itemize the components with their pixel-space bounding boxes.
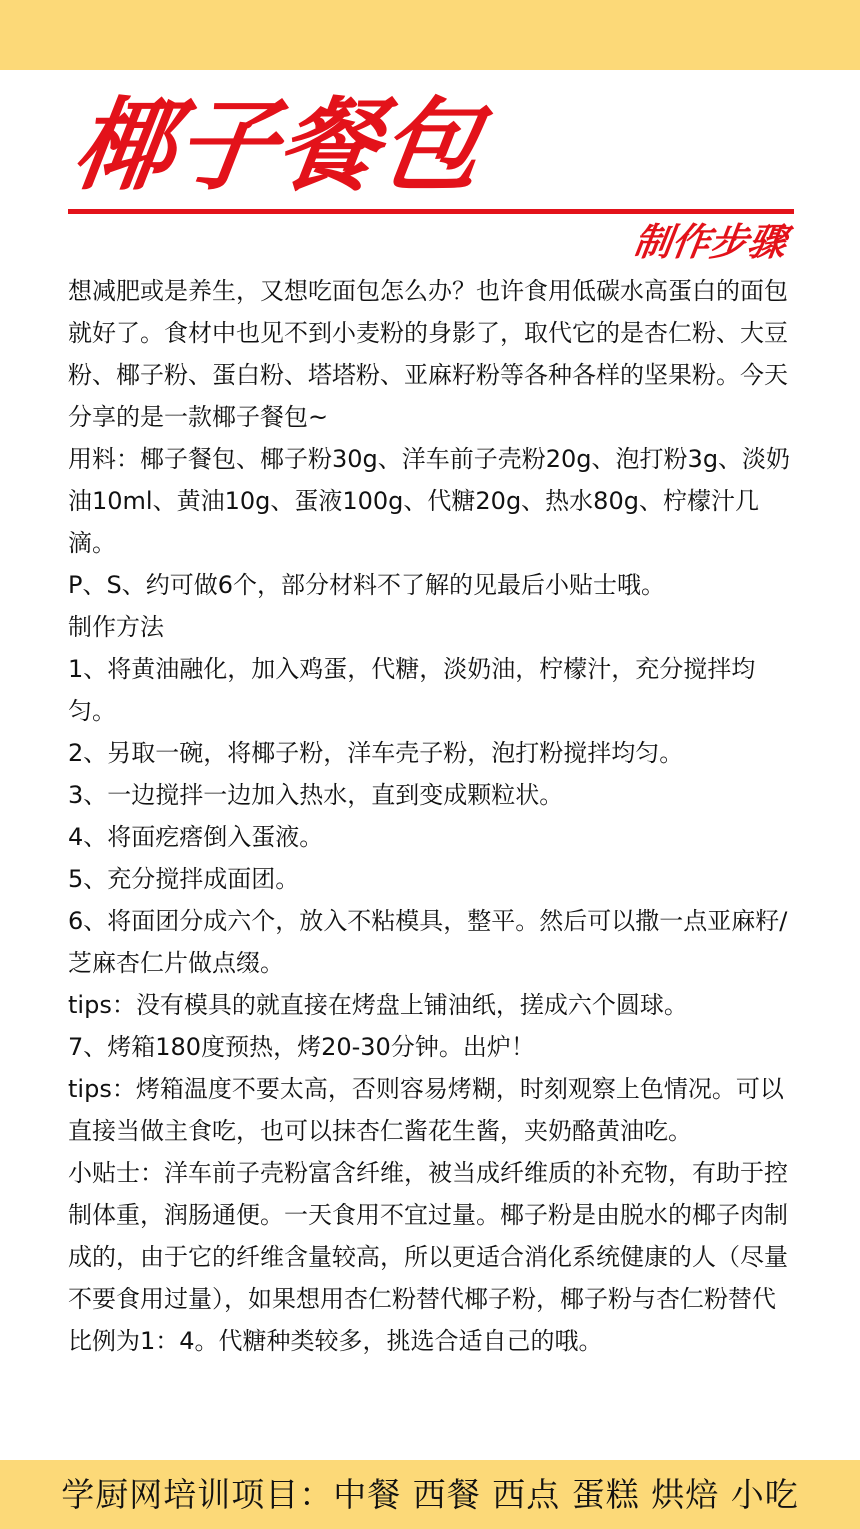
footer-text: 学厨网培训项目：中餐 西餐 西点 蛋糕 烘焙 小吃 bbox=[61, 1475, 799, 1514]
title-divider bbox=[68, 209, 794, 214]
footer-banner bbox=[0, 1460, 860, 1529]
page-subtitle: 制作步骤 bbox=[630, 220, 790, 264]
method-heading: 制作方法 bbox=[68, 613, 164, 641]
tip-2: tips：烤箱温度不要太高，否则容易烤糊，时刻观察上色情况。可以直接当做主食吃，也可以抹杏仁酱花生酱，夹奶酪黄油吃。 bbox=[68, 1075, 784, 1145]
page-title: 椰子餐包 bbox=[66, 87, 491, 204]
step-1: 1、将黄油融化，加入鸡蛋，代糖，淡奶油，柠檬汁，充分搅拌均匀。 bbox=[68, 655, 756, 725]
step-7: 7、烤箱180度预热，烤20-30分钟。出炉！ bbox=[68, 1033, 535, 1061]
top-banner bbox=[0, 0, 860, 70]
step-6: 6、将面团分成六个，放入不粘模具，整平。然后可以撒一点亚麻籽/芝麻杏仁片做点缀。 bbox=[68, 907, 788, 977]
step-4: 4、将面疙瘩倒入蛋液。 bbox=[68, 823, 324, 851]
yield-note: P、S、约可做6个，部分材料不了解的见最后小贴士哦。 bbox=[68, 571, 665, 599]
intro-paragraph: 想减肥或是养生，又想吃面包怎么办？也许食用低碳水高蛋白的面包就好了。食材中也见不到小麦粉的身影了，取代它的是杏仁粉、大豆粉、椰子粉、蛋白粉、塔塔粉、亚麻籽粉等各种各样的坚果粉。今天分享的是一款椰子餐包~ bbox=[68, 277, 788, 431]
small-tips-paragraph: 小贴士：洋车前子壳粉富含纤维，被当成纤维质的补充物，有助于控制体重，润肠通便。一天食用不宜过量。椰子粉是由脱水的椰子肉制成的，由于它的纤维含量较高，所以更适合消化系统健康的人（尽量不要食用过量），如果想用杏仁粉替代椰子粉，椰子粉与杏仁粉替代比例为1：4。代糖种类较多，挑选合适自己的哦。 bbox=[68, 1159, 788, 1355]
tip-1: tips：没有模具的就直接在烤盘上铺油纸，搓成六个圆球。 bbox=[68, 991, 688, 1019]
ingredients-paragraph: 用料：椰子餐包、椰子粉30g、洋车前子壳粉20g、泡打粉3g、淡奶油10ml、黄油10g、蛋液100g、代糖20g、热水80g、柠檬汁几滴。 bbox=[68, 445, 791, 557]
step-2: 2、另取一碗，将椰子粉，洋车壳子粉，泡打粉搅拌均匀。 bbox=[68, 739, 684, 767]
article-body bbox=[68, 270, 794, 1362]
step-3: 3、一边搅拌一边加入热水，直到变成颗粒状。 bbox=[68, 781, 564, 809]
step-5: 5、充分搅拌成面团。 bbox=[68, 865, 300, 893]
